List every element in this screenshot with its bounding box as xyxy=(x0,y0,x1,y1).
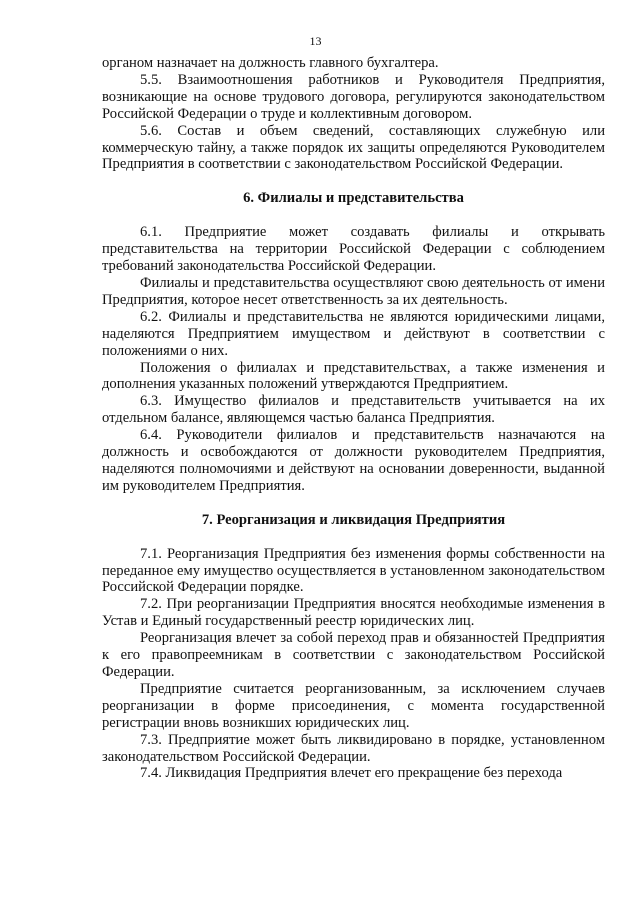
page-number: 13 xyxy=(309,34,322,48)
paragraph-6-1: 6.1. Предприятие может создавать филиалы и открывать представительства на территории Российской Федерации с соблюдением требований законодательства Российской Федерации. xyxy=(102,224,605,275)
section-heading-7: 7. Реорганизация и ликвидация Предприятия xyxy=(201,511,506,528)
paragraph-5-6: 5.6. Состав и объем сведений, составляющих служебную или коммерческую тайну, а также порядок их защиты определяются Руководителем Предприятия в соответствии с законодательством Российской Федерации. xyxy=(102,122,605,173)
paragraph-6-2-b: Положения о филиалах и представительствах, а также изменения и дополнения указанных положений утверждаются Предприятием. xyxy=(102,359,605,393)
paragraph-7-4: 7.4. Ликвидация Предприятия влечет его прекращение без перехода xyxy=(140,765,563,782)
paragraph-7-1: 7.1. Реорганизация Предприятия без изменения формы собственности на переданное ему имущество осуществляется в установленном законодательством Российской Федерации порядке. xyxy=(102,545,605,596)
paragraph-7-2: 7.2. При реорганизации Предприятия вносятся необходимые изменения в Устав и Единый государственный реестр юридических лиц. xyxy=(102,596,605,630)
paragraph-6-3: 6.3. Имущество филиалов и представительств учитывается на их отдельном балансе, являющемся частью баланса Предприятия. xyxy=(102,393,605,427)
paragraph-6-4: 6.4. Руководители филиалов и представительств назначаются на должность и освобождаются от должности руководителем Предприятия, наделяются полномочиями и действуют на основании доверенности, выданной им руководителем Предприятия. xyxy=(102,427,605,494)
paragraph-7-2-c: Предприятие считается реорганизованным, за исключением случаев реорганизации в форме присоединения, с момента государственной регистрации вновь возникших юридических лиц. xyxy=(102,680,605,731)
paragraph-5-5: 5.5. Взаимоотношения работников и Руководителя Предприятия, возникающие на основе трудового договора, регулируются законодательством Российской Федерации о труде и коллективным договором. xyxy=(102,71,605,122)
paragraph-continuation: органом назначает на должность главного бухгалтера. xyxy=(102,55,439,71)
section-heading-6: 6. Филиалы и представительства xyxy=(243,190,464,207)
paragraph-6-1-b: Филиалы и представительства осуществляют свою деятельность от имени Предприятия, которое несет ответственность за их деятельность. xyxy=(102,274,605,308)
paragraph-7-2-b: Реорганизация влечет за собой переход прав и обязанностей Предприятия к его правопреемникам в соответствии с законодательством Российской Федерации. xyxy=(102,630,605,680)
paragraph-7-3: 7.3. Предприятие может быть ликвидировано в порядке, установленном законодательством Российской Федерации. xyxy=(102,731,605,765)
paragraph-6-2: 6.2. Филиалы и представительства не являются юридическими лицами, наделяются Предприятием имуществом и действуют в соответствии с положениями о них. xyxy=(102,308,605,359)
document-body xyxy=(102,55,605,782)
